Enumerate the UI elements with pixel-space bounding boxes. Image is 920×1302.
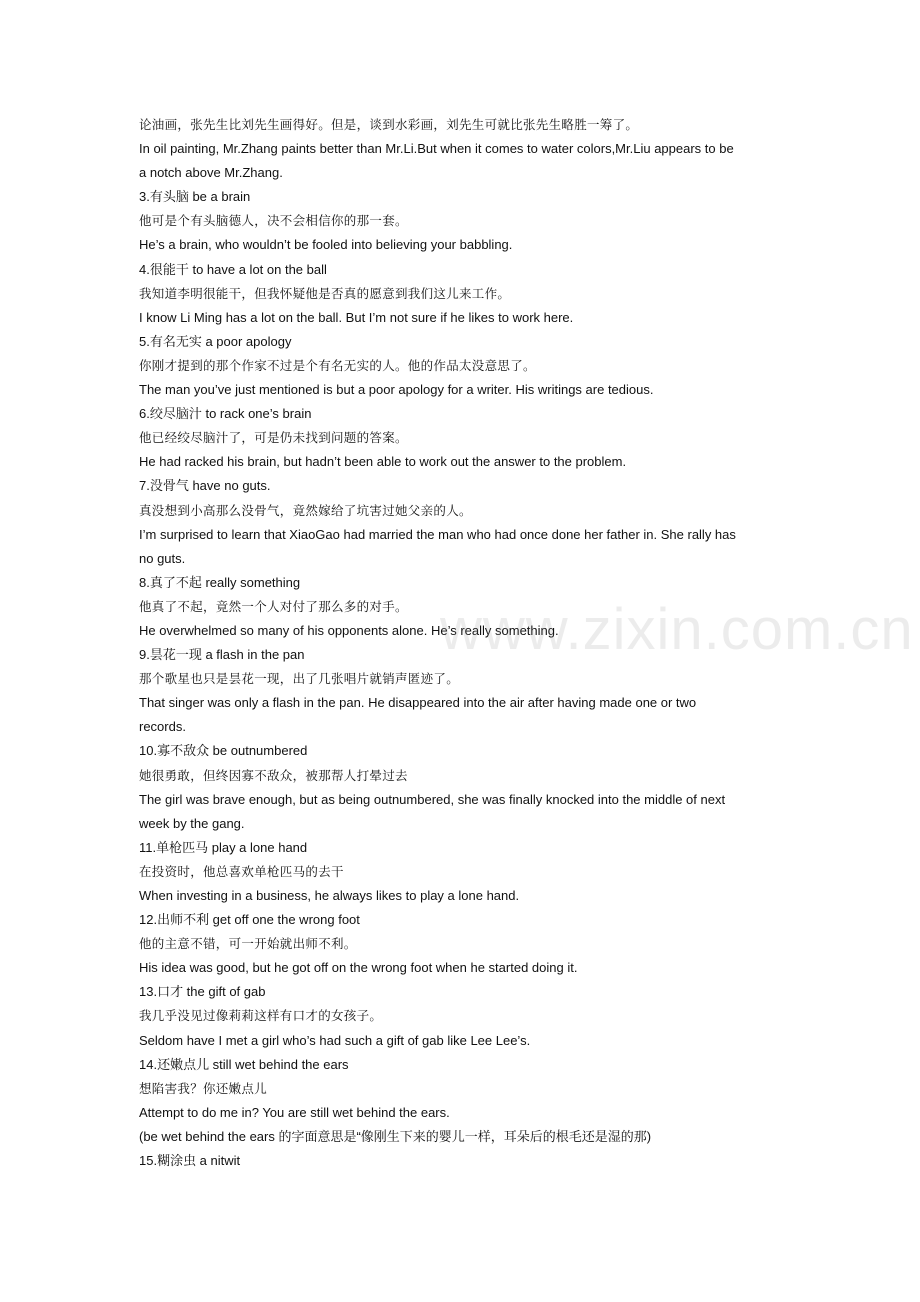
text-line: 他的主意不错，可一开始就出师不利。 xyxy=(139,936,357,952)
entry-heading: 4.很能干 to have a lot on the ball xyxy=(139,261,327,277)
entry-heading: 13.口才 the gift of gab xyxy=(139,984,266,1000)
entry-heading: 12.出师不利 get off one the wrong foot xyxy=(139,912,360,928)
text-line: 想陷害我？你还嫩点儿 xyxy=(139,1080,268,1096)
text-line: That singer was only a flash in the pan. He disappeared into the air after having made one or two xyxy=(139,695,697,711)
text-line: He’s a brain, who wouldn’t be fooled into believing your babbling. xyxy=(139,237,513,253)
text-line: He overwhelmed so many of his opponents alone. He’s really something. xyxy=(139,622,559,638)
text-line: I know Li Ming has a lot on the ball. But I’m not sure if he likes to work here. xyxy=(139,309,574,325)
text-line: 他真了不起，竟然一个人对付了那么多的对手。 xyxy=(139,598,408,614)
text-line: 我几乎没见过像莉莉这样有口才的女孩子。 xyxy=(139,1008,383,1024)
text-line: His idea was good, but he got off on the wrong foot when he started doing it. xyxy=(139,960,578,976)
text-line: no guts. xyxy=(139,550,186,566)
text-line: (be wet behind the ears 的字面意思是“像刚生下来的婴儿一样，耳朵后的根毛还是湿的那) xyxy=(139,1128,652,1144)
text-line: I’m surprised to learn that XiaoGao had married the man who had once done her father in. She rally has xyxy=(139,526,736,542)
entry-heading: 6.绞尽脑汁 to rack one’s brain xyxy=(139,406,312,422)
entry-heading: 10.寡不敌众 be outnumbered xyxy=(139,743,308,759)
entry-heading: 7.没骨气 have no guts. xyxy=(139,478,271,494)
entry-heading: 14.还嫩点儿 still wet behind the ears xyxy=(139,1056,349,1072)
text-line: 你刚才提到的那个作家不过是个有名无实的人。他的作品太没意思了。 xyxy=(139,357,536,373)
text-line: In oil painting, Mr.Zhang paints better than Mr.Li.But when it comes to water colors,Mr.Liu appears to be xyxy=(139,141,734,157)
text-line: Seldom have I met a girl who’s had such a gift of gab like Lee Lee’s. xyxy=(139,1032,531,1048)
text-line: week by the gang. xyxy=(139,815,245,831)
text-line: 在投资时，他总喜欢单枪匹马的去干 xyxy=(139,863,344,879)
text-line: The man you’ve just mentioned is but a poor apology for a writer. His writings are tedious. xyxy=(139,382,654,398)
text-line: 那个歌星也只是昙花一现，出了几张唱片就销声匿迹了。 xyxy=(139,671,460,687)
entry-heading: 9.昙花一现 a flash in the pan xyxy=(139,647,305,663)
text-line: 论油画，张先生比刘先生画得好。但是，谈到水彩画，刘先生可就比张先生略胜一筹了。 xyxy=(139,117,639,132)
text-line: The girl was brave enough, but as being outnumbered, she was finally knocked into the middle of next xyxy=(139,791,726,807)
watermark: www.zixin.com.cn xyxy=(440,597,914,662)
text-line: Attempt to do me in? You are still wet behind the ears. xyxy=(139,1104,450,1120)
text-line: records. xyxy=(139,719,186,735)
text-line: 她很勇敢，但终因寡不敌众，被那帮人打晕过去 xyxy=(139,767,408,783)
text-line: He had racked his brain, but hadn’t been able to work out the answer to the problem. xyxy=(139,454,627,470)
document-page xyxy=(139,113,784,1173)
text-line: 他可是个有头脑德人，决不会相信你的那一套。 xyxy=(139,213,408,229)
text-line: 他已经绞尽脑汁了，可是仍未找到问题的答案。 xyxy=(139,430,408,446)
text-line: a notch above Mr.Zhang. xyxy=(139,165,283,181)
text-line: 真没想到小高那么没骨气，竟然嫁给了坑害过她父亲的人。 xyxy=(139,502,472,518)
entry-heading: 15.糊涂虫 a nitwit xyxy=(139,1153,241,1169)
text-line: When investing in a business, he always likes to play a lone hand. xyxy=(139,888,520,903)
text-line: 我知道李明很能干，但我怀疑他是否真的愿意到我们这儿来工作。 xyxy=(139,285,511,301)
entry-heading: 11.单枪匹马 play a lone hand xyxy=(139,839,308,855)
entry-heading: 8.真了不起 really something xyxy=(139,574,301,590)
entry-heading: 3.有头脑 be a brain xyxy=(139,189,251,205)
entry-heading: 5.有名无实 a poor apology xyxy=(139,333,292,349)
